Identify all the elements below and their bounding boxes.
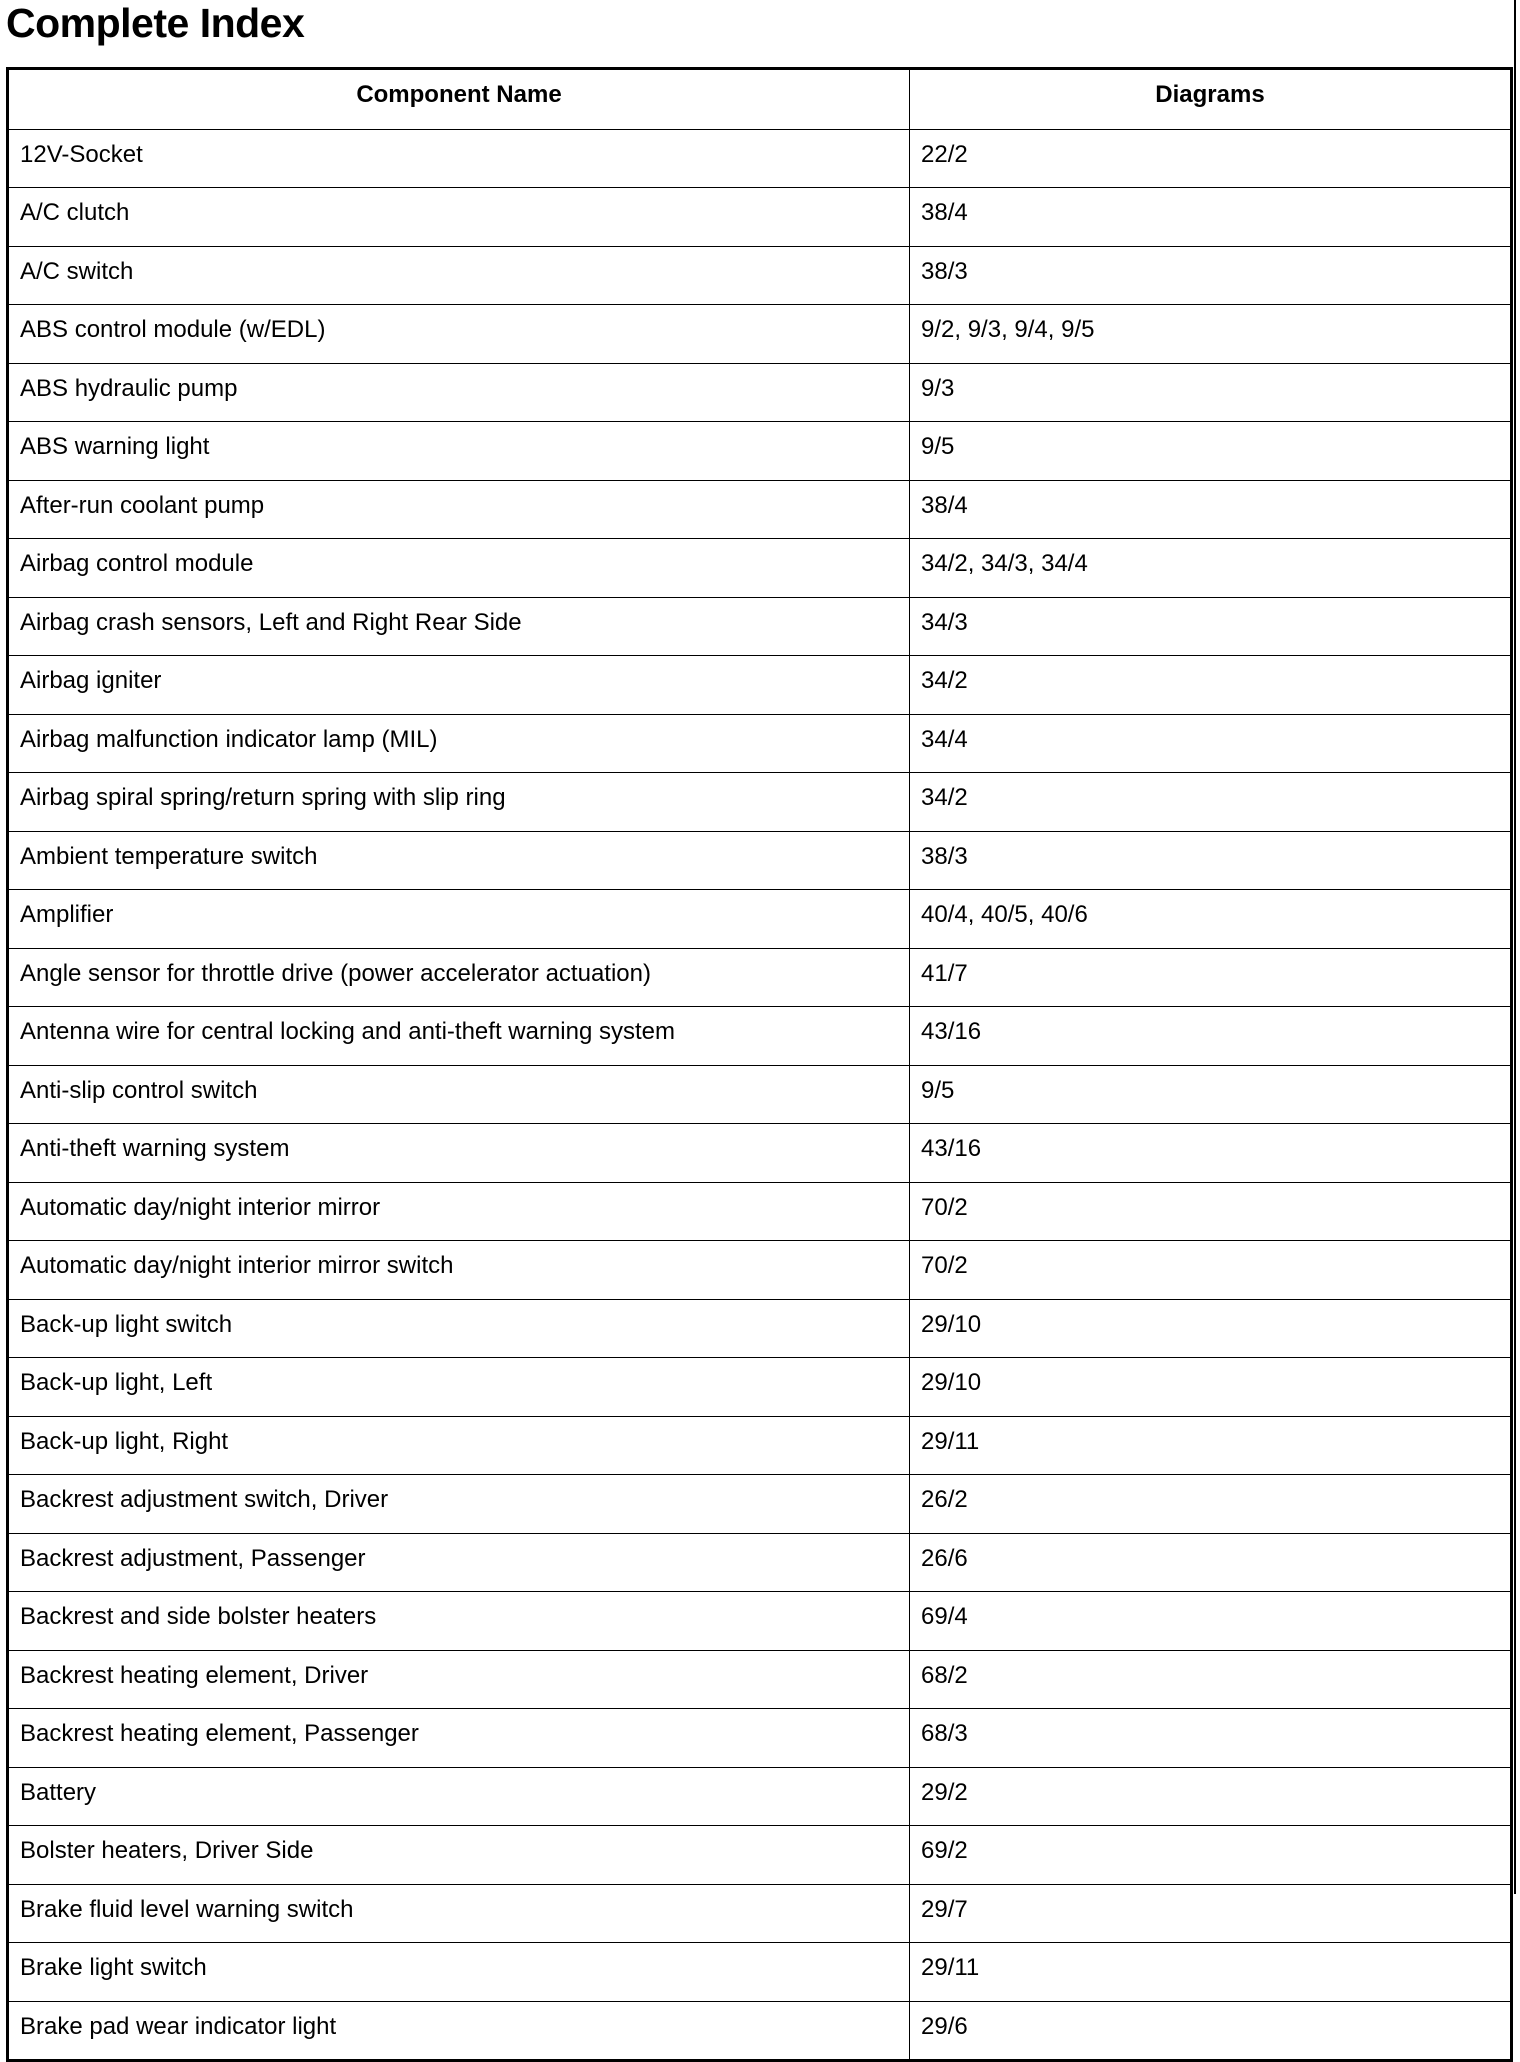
component-name-cell: ABS control module (w/EDL) (8, 305, 910, 364)
diagrams-cell: 9/5 (910, 1065, 1512, 1124)
component-name-cell: Brake pad wear indicator light (8, 2001, 910, 2061)
component-name-cell: Backrest heating element, Driver (8, 1650, 910, 1709)
table-row (8, 1943, 1512, 2002)
diagrams-cell: 34/4 (910, 714, 1512, 773)
table-row (8, 1592, 1512, 1651)
component-name-cell: Ambient temperature switch (8, 831, 910, 890)
component-name-cell: Automatic day/night interior mirror switch (8, 1241, 910, 1300)
component-name-cell: Backrest heating element, Passenger (8, 1709, 910, 1768)
table-row (8, 1065, 1512, 1124)
index-table (6, 67, 1513, 2062)
table-row (8, 1182, 1512, 1241)
table-row (8, 948, 1512, 1007)
diagrams-cell: 43/16 (910, 1124, 1512, 1183)
table-row (8, 597, 1512, 656)
component-name-cell: Automatic day/night interior mirror (8, 1182, 910, 1241)
diagrams-cell: 38/4 (910, 480, 1512, 539)
diagrams-cell: 38/3 (910, 246, 1512, 305)
table-row (8, 305, 1512, 364)
component-name-cell: ABS hydraulic pump (8, 363, 910, 422)
column-header-diagrams: Diagrams (910, 69, 1512, 130)
column-header-component-name: Component Name (8, 69, 910, 130)
diagrams-cell: 34/2 (910, 656, 1512, 715)
component-name-cell: Backrest adjustment switch, Driver (8, 1475, 910, 1534)
table-row (8, 246, 1512, 305)
component-name-cell: 12V-Socket (8, 129, 910, 188)
table-row (8, 539, 1512, 598)
table-row (8, 363, 1512, 422)
table-row (8, 1884, 1512, 1943)
diagrams-cell: 34/2, 34/3, 34/4 (910, 539, 1512, 598)
diagrams-cell: 38/4 (910, 188, 1512, 247)
diagrams-cell: 29/2 (910, 1767, 1512, 1826)
table-row (8, 1007, 1512, 1066)
diagrams-cell: 22/2 (910, 129, 1512, 188)
diagrams-cell: 69/4 (910, 1592, 1512, 1651)
component-name-cell: Brake fluid level warning switch (8, 1884, 910, 1943)
diagrams-cell: 70/2 (910, 1182, 1512, 1241)
component-name-cell: Bolster heaters, Driver Side (8, 1826, 910, 1885)
table-row (8, 1650, 1512, 1709)
diagrams-cell: 70/2 (910, 1241, 1512, 1300)
table-row (8, 2001, 1512, 2061)
table-row (8, 422, 1512, 481)
table-row (8, 1709, 1512, 1768)
diagrams-cell: 29/11 (910, 1416, 1512, 1475)
table-row (8, 1826, 1512, 1885)
table-row (8, 1767, 1512, 1826)
component-name-cell: Anti-slip control switch (8, 1065, 910, 1124)
component-name-cell: Amplifier (8, 890, 910, 949)
table-row (8, 129, 1512, 188)
table-body (8, 129, 1512, 2061)
component-name-cell: Airbag malfunction indicator lamp (MIL) (8, 714, 910, 773)
table-row (8, 1533, 1512, 1592)
diagrams-cell: 29/7 (910, 1884, 1512, 1943)
component-name-cell: ABS warning light (8, 422, 910, 481)
component-name-cell: Antenna wire for central locking and anti-theft warning system (8, 1007, 910, 1066)
component-name-cell: Airbag igniter (8, 656, 910, 715)
diagrams-cell: 34/2 (910, 773, 1512, 832)
diagrams-cell: 26/2 (910, 1475, 1512, 1534)
diagrams-cell: 26/6 (910, 1533, 1512, 1592)
diagrams-cell: 9/3 (910, 363, 1512, 422)
page-right-border (1514, 0, 1516, 1894)
diagrams-cell: 29/10 (910, 1358, 1512, 1417)
component-name-cell: Backrest and side bolster heaters (8, 1592, 910, 1651)
table-header-row (8, 69, 1512, 130)
component-name-cell: Brake light switch (8, 1943, 910, 2002)
table-row (8, 1358, 1512, 1417)
table-row (8, 890, 1512, 949)
diagrams-cell: 9/5 (910, 422, 1512, 481)
diagrams-cell: 29/10 (910, 1299, 1512, 1358)
table-row (8, 1241, 1512, 1300)
table-row (8, 831, 1512, 890)
diagrams-cell: 68/2 (910, 1650, 1512, 1709)
component-name-cell: Angle sensor for throttle drive (power accelerator actuation) (8, 948, 910, 1007)
table-row (8, 1124, 1512, 1183)
component-name-cell: Backrest adjustment, Passenger (8, 1533, 910, 1592)
component-name-cell: Back-up light, Right (8, 1416, 910, 1475)
table-row (8, 480, 1512, 539)
table-row (8, 714, 1512, 773)
component-name-cell: Airbag crash sensors, Left and Right Rear Side (8, 597, 910, 656)
table-row (8, 656, 1512, 715)
table-row (8, 1475, 1512, 1534)
diagrams-cell: 9/2, 9/3, 9/4, 9/5 (910, 305, 1512, 364)
table-row (8, 773, 1512, 832)
diagrams-cell: 41/7 (910, 948, 1512, 1007)
component-name-cell: Airbag spiral spring/return spring with slip ring (8, 773, 910, 832)
diagrams-cell: 38/3 (910, 831, 1512, 890)
component-name-cell: Anti-theft warning system (8, 1124, 910, 1183)
component-name-cell: A/C switch (8, 246, 910, 305)
diagrams-cell: 68/3 (910, 1709, 1512, 1768)
diagrams-cell: 40/4, 40/5, 40/6 (910, 890, 1512, 949)
diagrams-cell: 34/3 (910, 597, 1512, 656)
component-name-cell: Airbag control module (8, 539, 910, 598)
table-row (8, 1299, 1512, 1358)
diagrams-cell: 43/16 (910, 1007, 1512, 1066)
table-row (8, 188, 1512, 247)
component-name-cell: Back-up light, Left (8, 1358, 910, 1417)
diagrams-cell: 29/6 (910, 2001, 1512, 2061)
diagrams-cell: 29/11 (910, 1943, 1512, 2002)
table-row (8, 1416, 1512, 1475)
component-name-cell: Back-up light switch (8, 1299, 910, 1358)
diagrams-cell: 69/2 (910, 1826, 1512, 1885)
component-name-cell: Battery (8, 1767, 910, 1826)
component-name-cell: A/C clutch (8, 188, 910, 247)
page-title: Complete Index (6, 0, 305, 46)
component-name-cell: After-run coolant pump (8, 480, 910, 539)
